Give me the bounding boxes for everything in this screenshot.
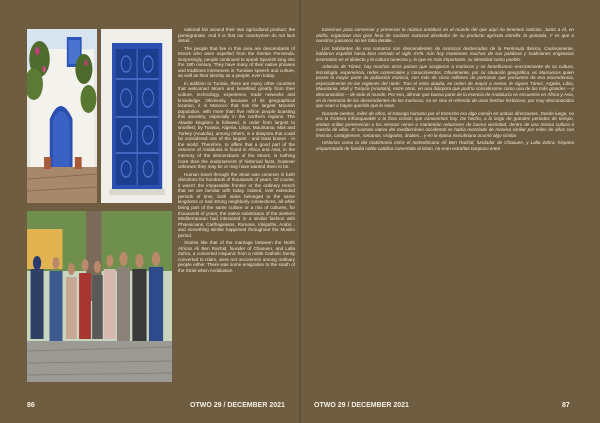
paragraph: In addition to Tunisia, there are many other countries that welcomed Moors and benefited greatly from their culture, technology, experience, trade networks and knowledge. Obviously, because of its geographical location, it is Morocco that has the largest Moorish population, with more than five million people boasting this ancestry, especially in the northern regions. The Alawite kingdom is followed, in order from largest to smallest, by Tunisia, Algeria, Libya, Mauritania, Mali and Turkey (Anatolia), among others, in a diaspora that could be considered one of the largest - and least known - in the world. Therefore, to affirm that a good part of the essence of Andalusia is found in Africa and Asia, in the memory of the descendants of the Moors, is nothing more than the endorsement of historical facts, however unknown they may be or may have wanted them to be.	[178, 80, 295, 170]
spanish-article-column	[316, 27, 574, 397]
left-page-number: 86	[27, 402, 35, 409]
right-page-number: 87	[562, 402, 570, 409]
paragraph: Durante cientos, miles de años, el trasiego humano por el Estrecho era algo común en ambas direcciones. Desde luego, no era la frontera infranqueable o la fosa común que conocemos hoy. De hecho, a lo largo de grandes periodos de tiempo, ambas orillas pertenecían a los mismos reinos o mantenían relaciones de buena vecindad, dentro de una misma cultura o mezcla de ellas. El sustrato nativo del mediterráneo occidental se había mezclado de manera similar por miles de años con fenicios, cartagineses, romanos, visigodos, árabes... y en la época musulmana ocurrió algo similar.	[316, 110, 574, 138]
paragraph: Los habitantes de esa comarca son descendientes de moriscos desterrados de la Península Ibérica. Curiosamente, hablaron español hasta bien entrado el siglo XVIII. Aún hoy mantienen muchas de sus palabras y tradiciones originarias insertadas en el dialecto y la cultura tunecina y, lo que es más importante, su identidad como pueblo.	[316, 45, 574, 62]
paragraph: Además de Túnez, hay muchos otros países que acogieron a moriscos y se beneficiaron enormemente de su cultura, tecnología, experiencia, redes comerciales y conocimientos. Obviamente, por su situación geográfica, es Marruecos quien posee la mayor parte de población morisca, con más de cinco millones de personas que presumen de esa ascendencia, especialmente en las regiones del norte. Tras el reino alauita, en orden de mayor a menor, le siguen Túnez, Argelia, Libia, Mauritania, Malí y Turquía (Anatolia), entre otros, en una diáspora que podría considerarse como una de las más grandes —y desconocidas— de todo el mundo. Por eso, afirmar que buena parte de la esencia de Andalucía se encuentra en África y Asia, en la memoria de los descendientes de los moriscos, no es sino el refrendo de unos hechos históricos, por muy desconocidos que sean o hayan querido que lo sean.	[316, 64, 574, 109]
english-article-column-visible-final	[178, 27, 295, 397]
paragraph: Human travel through the Strait was common in both directions for hundreds of thousands of years. Of course, it wasn't the impassable frontier or the ordinary trench that we are familiar with today. Indeed, over extended periods of time, both sides belonged to the same kingdoms or had strong neighborly connections, all while being part of the same culture or a mix of cultures, for thousands of years; the native substratum of the western Mediterranean had interacted in a similar fashion with Phoenicians, Carthaginians, Romans, Visigoths, Arabs... and something similar happened throughout the Muslim period.	[178, 171, 295, 238]
paragraph: The people that live in this area are descendants of Moors who were expelled from the Iberian Peninsula. Surprisingly, people continued to speak Spanish long into the 19th century. They have many of their native phrases and traditions interwoven in Tunisian speech and culture, as well as their identity as a people, even today.	[178, 45, 295, 79]
paragraph: national fair around their star agricultural product: the pomegranate. And it is that our countrymen do not lack detail...	[178, 27, 295, 44]
paragraph: Historias como la del matrimonio entre el norteafricano Alí Ben Rachid, fundador de Chaouen, y Lalla Zahra, hispana emparentada de familia noble católica convertida al islam, no eran extrañas tampoco entre	[316, 140, 574, 151]
right-footer: OTWO 29 / DECEMBER 2021	[314, 402, 409, 409]
left-footer: OTWO 29 / DECEMBER 2021	[190, 402, 285, 409]
paragraph: Stories like that of the marriage between the North African Ali Ben Rachid, founder of Chaouen, and Lalla Zahra, a converted Hispanic from a noble Catholic family converted to Islam, were not uncommon among ordinary people either. There was some emigration to the south of the Strait when Andalusian	[178, 240, 295, 273]
paragraph: tunecinas para conservar y preservar la música andalusí en el mundo del que aquí no tenemos noticias. Junto a él, en otoño, organizan una gran feria de carácter nacional alrededor de su producto agrícola estrella: la granada. Y es que a nuestros paisanos no les falta detalle...	[316, 27, 574, 44]
